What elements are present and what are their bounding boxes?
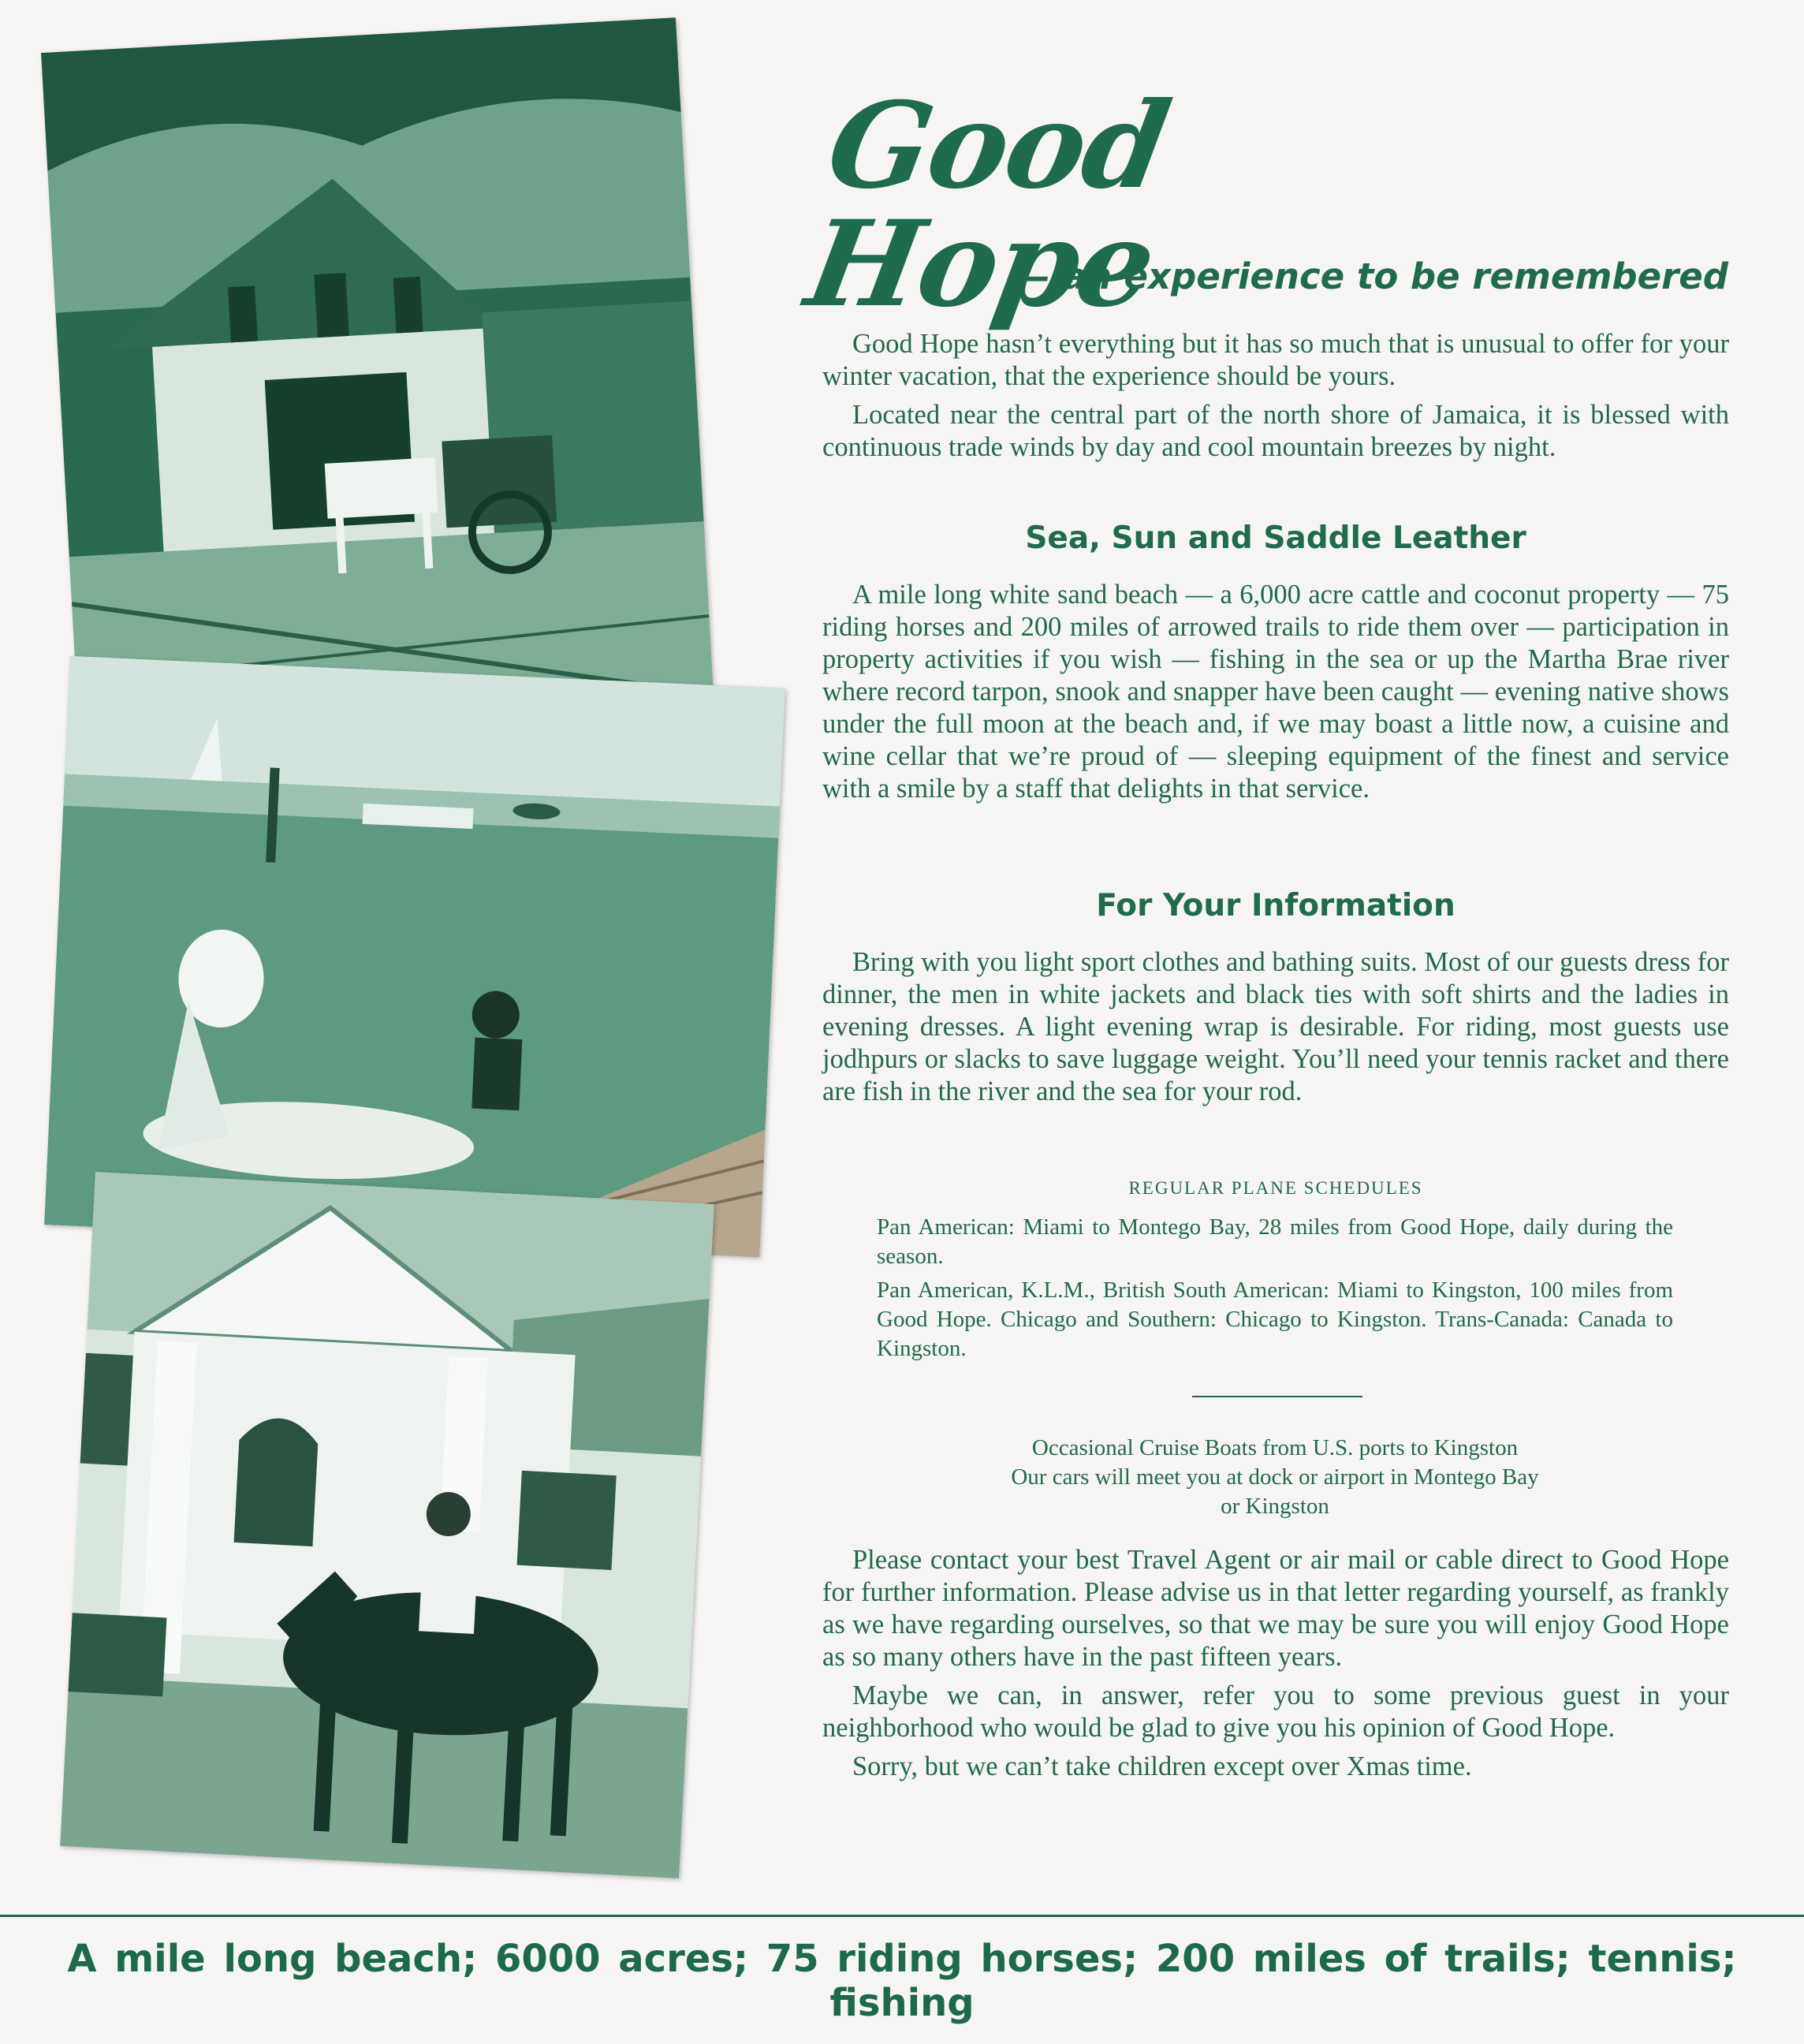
schedules-heading: REGULAR PLANE SCHEDULES — [1128, 1178, 1423, 1198]
cruise-line: or Kingston — [1221, 1494, 1329, 1519]
schedules-list — [877, 1213, 1673, 1368]
cruise-line: Occasional Cruise Boats from U.S. ports to Kingston — [1031, 1435, 1519, 1460]
photo-beach — [44, 656, 785, 1257]
intro-paragraph: Good Hope hasn’t everything but it has so much that is unusual to offer for your winter vacation, that the experience should be yours. — [822, 329, 1729, 391]
section-info — [822, 888, 1729, 923]
section-info-body — [822, 946, 1729, 1114]
section-sea-sun — [822, 520, 1729, 556]
bottom-divider — [0, 1915, 1804, 1917]
schedule-item: Pan American: Miami to Montego Bay, 28 miles from Good Hope, daily during the season. — [877, 1214, 1673, 1269]
divider — [1192, 1396, 1362, 1397]
intro-paragraph: Located near the central part of the north shore of Jamaica, it is blessed with continuous trade winds by day and cool mountain breezes by night. — [822, 400, 1729, 462]
cruise-block — [877, 1434, 1673, 1521]
cruise-line: Our cars will meet you at dock or airport in Montego Bay — [1011, 1464, 1539, 1490]
section-heading: Sea, Sun and Saddle Leather — [1025, 520, 1526, 556]
closing-paragraph: Maybe we can, in answer, refer you to some previous guest in your neighborhood who would be glad to give you his opinion of Good Hope. — [822, 1680, 1729, 1743]
closing-paragraph: Sorry, but we can’t take children except over Xmas time. — [852, 1751, 1472, 1781]
schedule-item: Pan American, K.L.M., British South American: Miami to Kingston, 100 miles from Good Hope. Chicago and Southern: Chicago to Kingston. Trans-Canada: Canada to Kingston. — [877, 1278, 1673, 1361]
section-paragraph: A mile long white sand beach — a 6,000 acre cattle and coconut property — 75 riding horses and 200 miles of arrowed trails to ride them over — participation in property activities if you wish — fishing in the sea or up the Martha Brae river where record tarpon, snook and snapper have been caught — evening native shows under the full moon at the beach and, if we may boast a little now, a cuisine and wine cellar that we’re proud of — sleeping equipment of the finest and service with a smile by a staff that delights in that service. — [822, 580, 1729, 804]
section-sea-sun-body — [822, 579, 1729, 811]
section-heading: For Your Information — [1096, 888, 1456, 923]
photo-gatehouse — [41, 17, 714, 746]
closing-section — [822, 1544, 1729, 1789]
footer-tagline: A mile long beach; 6000 acres; 75 riding horses; 200 miles of trails; tennis; fishing — [67, 1937, 1737, 2025]
schedules-heading-block — [822, 1178, 1729, 1199]
page-title: Good Hope — [797, 76, 1178, 334]
section-paragraph: Bring with you light sport clothes and bathing suits. Most of our guests dress for dinner, the men in white jackets and black ties with soft shirts and the ladies in evening dresses. A light evening wrap is desirable. For riding, most guests use jodhpurs or slacks to save luggage weight. You’ll need your tennis racket and there are fish in the river and the sea for your rod. — [822, 947, 1729, 1106]
photo-house-rider — [60, 1172, 714, 1878]
page-subtitle: — an experience to be remembered — [1014, 255, 1728, 297]
intro-section — [822, 328, 1729, 470]
closing-paragraph: Please contact your best Travel Agent or air mail or cable direct to Good Hope for further information. Please advise us in that letter regarding yourself, as frankly as we have regarding ourselves, so that we may be sure you will enjoy Good Hope as so many others have in the past fifteen years. — [822, 1545, 1729, 1672]
